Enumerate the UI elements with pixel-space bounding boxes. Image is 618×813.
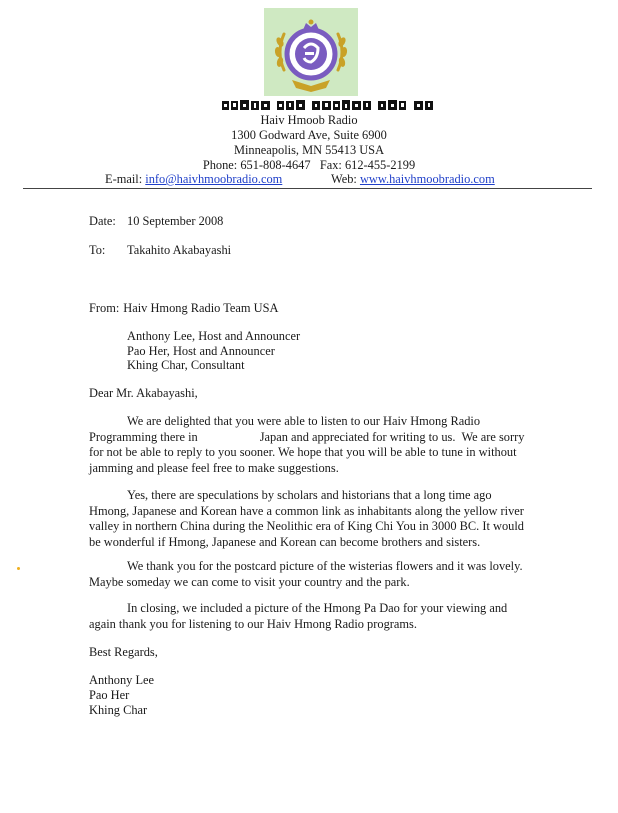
paragraph-line: We thank you for the postcard picture of the wisterias flowers and it was lovely. xyxy=(127,559,523,573)
web-line xyxy=(331,172,495,187)
address-line-1: 1300 Godward Ave, Suite 6900 xyxy=(231,128,387,142)
hmong-script-icon xyxy=(222,99,434,111)
date-value: 10 September 2008 xyxy=(127,214,224,228)
signatory: Pao Her xyxy=(89,688,130,702)
body-paragraph xyxy=(89,601,539,632)
body-paragraph xyxy=(89,559,539,590)
email-line xyxy=(105,172,282,187)
team-member: Anthony Lee, Host and Announcer xyxy=(127,329,301,343)
email-link[interactable]: info@haivhmoobradio.com xyxy=(145,172,283,186)
email-label: E-mail: xyxy=(105,172,143,186)
paragraph-line: Maybe someday we can come to visit your country and the park. xyxy=(89,574,410,589)
paragraph-line: Programming there in Japan and appreciated for writing to us. We are sorry xyxy=(89,429,525,444)
body-paragraph xyxy=(89,414,539,476)
date-label: Date: xyxy=(89,214,116,228)
letterhead-divider xyxy=(23,188,592,189)
org-name: Haiv Hmoob Radio xyxy=(260,113,358,127)
scan-speck xyxy=(17,567,20,570)
logo-emblem-icon xyxy=(264,8,358,96)
to-value: Takahito Akabayashi xyxy=(127,243,232,257)
web-link[interactable]: www.haivhmoobradio.com xyxy=(359,172,495,186)
team-member: Pao Her, Host and Announcer xyxy=(127,344,275,358)
paragraph-line: valley in northern China during the Neolithic era of King Chi You in 3000 BC. It would xyxy=(89,519,525,534)
closing: Best Regards, xyxy=(89,645,158,659)
body-paragraph xyxy=(89,488,539,550)
to-line xyxy=(89,243,231,258)
phone-fax xyxy=(0,158,618,173)
from-label: From: xyxy=(89,301,120,315)
paragraph-line: again thank you for listening to our Haiv Hmong Radio programs. xyxy=(89,616,417,631)
salutation: Dear Mr. Akabayashi, xyxy=(89,386,198,400)
paragraph-line: jamming and please feel free to make suggestions. xyxy=(89,460,339,475)
radio-logo xyxy=(264,8,358,96)
paragraph-line: be wonderful if Hmong, Japanese and Korean can become brothers and sisters. xyxy=(89,534,481,549)
paragraph-line: for not be able to reply to you sooner. We hope that you will be able to tune in without xyxy=(89,445,517,460)
to-label: To: xyxy=(89,243,106,257)
web-label: Web: xyxy=(331,172,357,186)
date-line xyxy=(89,214,223,229)
signatory: Khing Char xyxy=(89,703,148,717)
signatory: Anthony Lee xyxy=(89,673,155,687)
paragraph-line: Yes, there are speculations by scholars and historians that a long time ago xyxy=(127,488,492,502)
paragraph-line: In closing, we included a picture of the Hmong Pa Dao for your viewing and xyxy=(127,601,508,615)
paragraph-line: We are delighted that you were able to listen to our Haiv Hmong Radio xyxy=(127,414,481,428)
team-member: Khing Char, Consultant xyxy=(127,358,245,372)
from-line xyxy=(89,301,278,316)
phone-fax-text: Phone: 651-808-4647 Fax: 612-455-2199 xyxy=(202,158,416,172)
paragraph-line: Hmong, Japanese and Korean have a common link as inhabitants along the yellow river xyxy=(89,503,524,518)
address-line-2: Minneapolis, MN 55413 USA xyxy=(233,143,385,157)
from-value: Haiv Hmong Radio Team USA xyxy=(123,301,279,315)
